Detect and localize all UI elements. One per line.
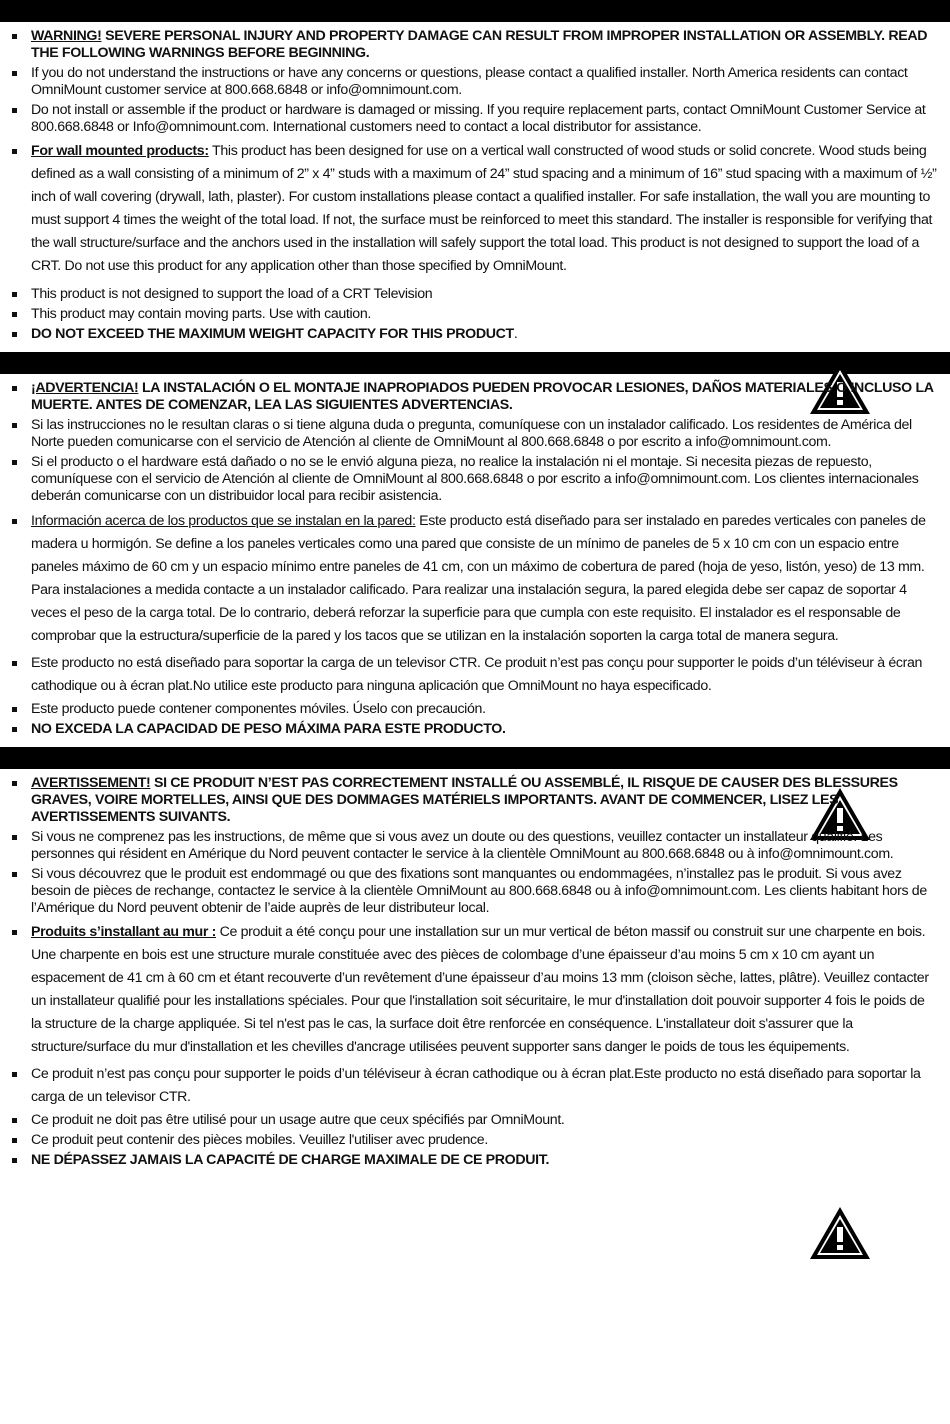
spanish-warning-heading: [8, 380, 938, 414]
english-max-period: .: [513, 326, 518, 343]
spanish-wall-label: Información acerca de los productos que se instalan en la pared:: [31, 512, 416, 529]
french-warning-heading: [8, 775, 938, 826]
french-item-moving: Ce produit peut contenir des pièces mobiles. Veuillez l'utiliser avec prudence.: [8, 1132, 938, 1149]
french-item-damaged: Si vous découvrez que le produit est endommagé ou que des fixations sont manquantes ou endommagées, n’installez pas le produit. Si vous avez besoin de pièces de rechange, contactez le service à la clientèle OmniMount au 800.668.6848 ou à info@omnimount.com. Les clients habitant hors de l’Amérique du Nord peuvent obtenir de l’aide auprès de leur distributeur local.: [8, 866, 938, 917]
french-section: [0, 769, 950, 1169]
english-wall-text: This product has been designed for use on a vertical wall constructed of wood studs or solid concrete. Wood studs being defined as a wall consisting of a minimum of 2” x 4” studs with a maximum of 24” stud spacing and a minimum of 16” stud spacing with a maximum of ½” inch of wall covering (drywall, lath, plaster). For custom installations please contact a qualified installer. For safe installation, the wall you are mounting to must support 4 times the weight of the total load. If not, the surface must be reinforced to meet this standard. The installer is responsible for verifying that the wall structure/surface and the anchors used in the installation will safely support the total load. This product is not designed to support the load of a CRT. Do not use this product for any application other than those specified by OmniMount.: [31, 143, 937, 275]
french-item-usage: Ce produit ne doit pas être utilisé pour un usage autre que ceux spécifiés par OmniMount.: [8, 1112, 938, 1129]
spanish-warning-label: ¡ADVERTENCIA!: [31, 380, 139, 397]
french-wall-label: Produits s’installant au mur :: [31, 923, 217, 940]
spanish-item-crt: Este producto no está diseñado para soportar la carga de un televisor CTR. Ce produit n’est pas conçu pour supporter le poids d’un téléviseur à écran cathodique ou à écran plat.No utilice este producto para ninguna aplicación que OmniMount no haya especificado.: [8, 652, 938, 698]
english-item-damaged: Do not install or assemble if the product or hardware is damaged or missing. If you require replacement parts, contact OmniMount Customer Service at 800.668.6848 or Info@omnimount.com. International customers need to contact a local distributor for assistance.: [8, 102, 938, 136]
french-item-max: NE DÉPASSEZ JAMAIS LA CAPACITÉ DE CHARGE MAXIMALE DE CE PRODUIT.: [8, 1152, 938, 1169]
english-header-bar: [0, 0, 950, 22]
french-warning-text: SI CE PRODUIT N’EST PAS CORRECTEMENT INSTALLÉ OU ASSEMBLÉ, IL RISQUE DE CAUSER DES BLESSURES GRAVES, VOIRE MORTELLES, AINSI QUE DES DOMMAGES MATÉRIELS IMPORTANTS. AVANT DE COMMENCER, LISEZ LES AVERTISSEMENTS SUIVANTS.: [31, 774, 898, 825]
spanish-wall-text: Este producto está diseñado para ser instalado en paredes verticales con paneles de madera u hormigón. Se define a los paneles verticales como una pared que consiste de un mínimo de paneles de 5 x 10 cm con un espacio entre paneles máximo de 60 cm y un espacio mínimo entre paneles de 41 cm, con un máximo de cobertura de pared (hoja de yeso, listón, yeso) de 13 mm. Para instalaciones a medida contacte a un instalador calificado. Para realizar una instalación segura, la pared elegida debe ser capaz de soportar 4 veces el peso de la carga total. De lo contrario, deberá reforzar la superficie para que cumpla con este requisito. El instalador es el responsable de comprobar que la estructura/superficie de la pared y los tacos que se utilizan en la instalación soporten la carga total de manera segura.: [31, 512, 926, 644]
warning-triangle-icon: [808, 1205, 872, 1261]
french-item-crt: Ce produit n’est pas conçu pour supporter le poids d’un téléviseur à écran cathodique ou à écran plat.Este producto no está diseñado para soportar la carga de un televisor CTR.: [8, 1063, 938, 1109]
english-item-crt: This product is not designed to support the load of a CRT Television: [8, 286, 938, 303]
english-max-text: DO NOT EXCEED THE MAXIMUM WEIGHT CAPACITY FOR THIS PRODUCT: [31, 326, 514, 343]
english-section: [0, 22, 950, 343]
french-header-bar: [0, 747, 950, 769]
spanish-item-understand: Si las instrucciones no le resultan claras o si tiene alguna duda o pregunta, comuníquese con un instalador calificado. Los residentes de América del Norte pueden comunicarse con el servicio de Atención al cliente de OmniMount al 800.668.6848 o por escrito a info@omnimount.com.: [8, 417, 938, 451]
spanish-item-max: NO EXCEDA LA CAPACIDAD DE PESO MÁXIMA PARA ESTE PRODUCTO.: [8, 721, 938, 738]
spanish-warning-text: LA INSTALACIÓN O EL MONTAJE INAPROPIADOS PUEDEN PROVOCAR LESIONES, DAÑOS MATERIALES O INCLUSO LA MUERTE. ANTES DE COMENZAR, LEA LAS SIGUIENTES ADVERTENCIAS.: [31, 380, 934, 414]
english-item-moving: This product may contain moving parts. Use with caution.: [8, 306, 938, 323]
english-warning-text: SEVERE PERSONAL INJURY AND PROPERTY DAMAGE CAN RESULT FROM IMPROPER INSTALLATION OR ASSEMBLY. READ THE FOLLOWING WARNINGS BEFORE BEGINNING.: [31, 28, 928, 62]
french-item-wall: [8, 921, 938, 1059]
french-warning-label: AVERTISSEMENT!: [31, 774, 151, 791]
english-warning-label: WARNING!: [31, 28, 102, 44]
spanish-item-wall: [8, 510, 938, 648]
spanish-item-moving: Este producto puede contener componentes móviles. Úselo con precaución.: [8, 701, 938, 718]
spanish-warning-list: [8, 380, 938, 737]
english-item-wall: [8, 140, 938, 278]
english-wall-label: For wall mounted products:: [31, 143, 209, 160]
english-warning-heading: [8, 28, 938, 62]
french-warning-list: [8, 775, 938, 1169]
french-wall-text: Ce produit a été conçu pour une installation sur un mur vertical de béton massif ou construit sur une charpente en bois. Une charpente en bois est une structure murale constituée avec des pièces de colombage d’une épaisseur d’au moins 5 cm x 10 cm ayant un espacement de 41 cm à 60 cm et étant recouverte d’un revêtement d’une épaisseur d’au moins 13 mm (cloison sèche, lattes, plâtre). Veuillez contacter un installateur qualifié pour les installations spéciales. Pour que l'installation soit sécuritaire, le mur d'installation doit pouvoir supporter 4 fois le poids de la structure de la charge appliquée. Si tel n'est pas le cas, la surface doit être renforcée en conséquence. L'installateur doit s'assurer que la structure/surface du mur d'installation et les chevilles d'ancrage utilisées peuvent supporter sans danger le poids de tous les équipements.: [31, 923, 929, 1055]
french-item-understand: Si vous ne comprenez pas les instructions, de même que si vous avez un doute ou des questions, veuillez contacter un installateur qualifié. Les personnes qui résident en Amérique du Nord peuvent contacter le service à la clientèle OmniMount au 800.668.6848 ou à info@omnimount.com.: [8, 829, 938, 863]
spanish-item-damaged: Si el producto o el hardware está dañado o no se le envió alguna pieza, no realice la instalación ni el montaje. Si necesita piezas de repuesto, comuníquese con el servicio de Atención al cliente de OmniMount al 800.668.6848 o por escrito a info@omnimount.com. Los clientes internacionales deberán comunicarse con un distribuidor local para recibir asistencia.: [8, 454, 938, 505]
english-item-understand: If you do not understand the instructions or have any concerns or questions, please contact a qualified installer. North America residents can contact OmniMount customer service at 800.668.6848 or info@omnimount.com.: [8, 65, 938, 99]
spanish-section: [0, 374, 950, 737]
english-item-max: [8, 326, 938, 343]
english-warning-list: [8, 28, 938, 343]
